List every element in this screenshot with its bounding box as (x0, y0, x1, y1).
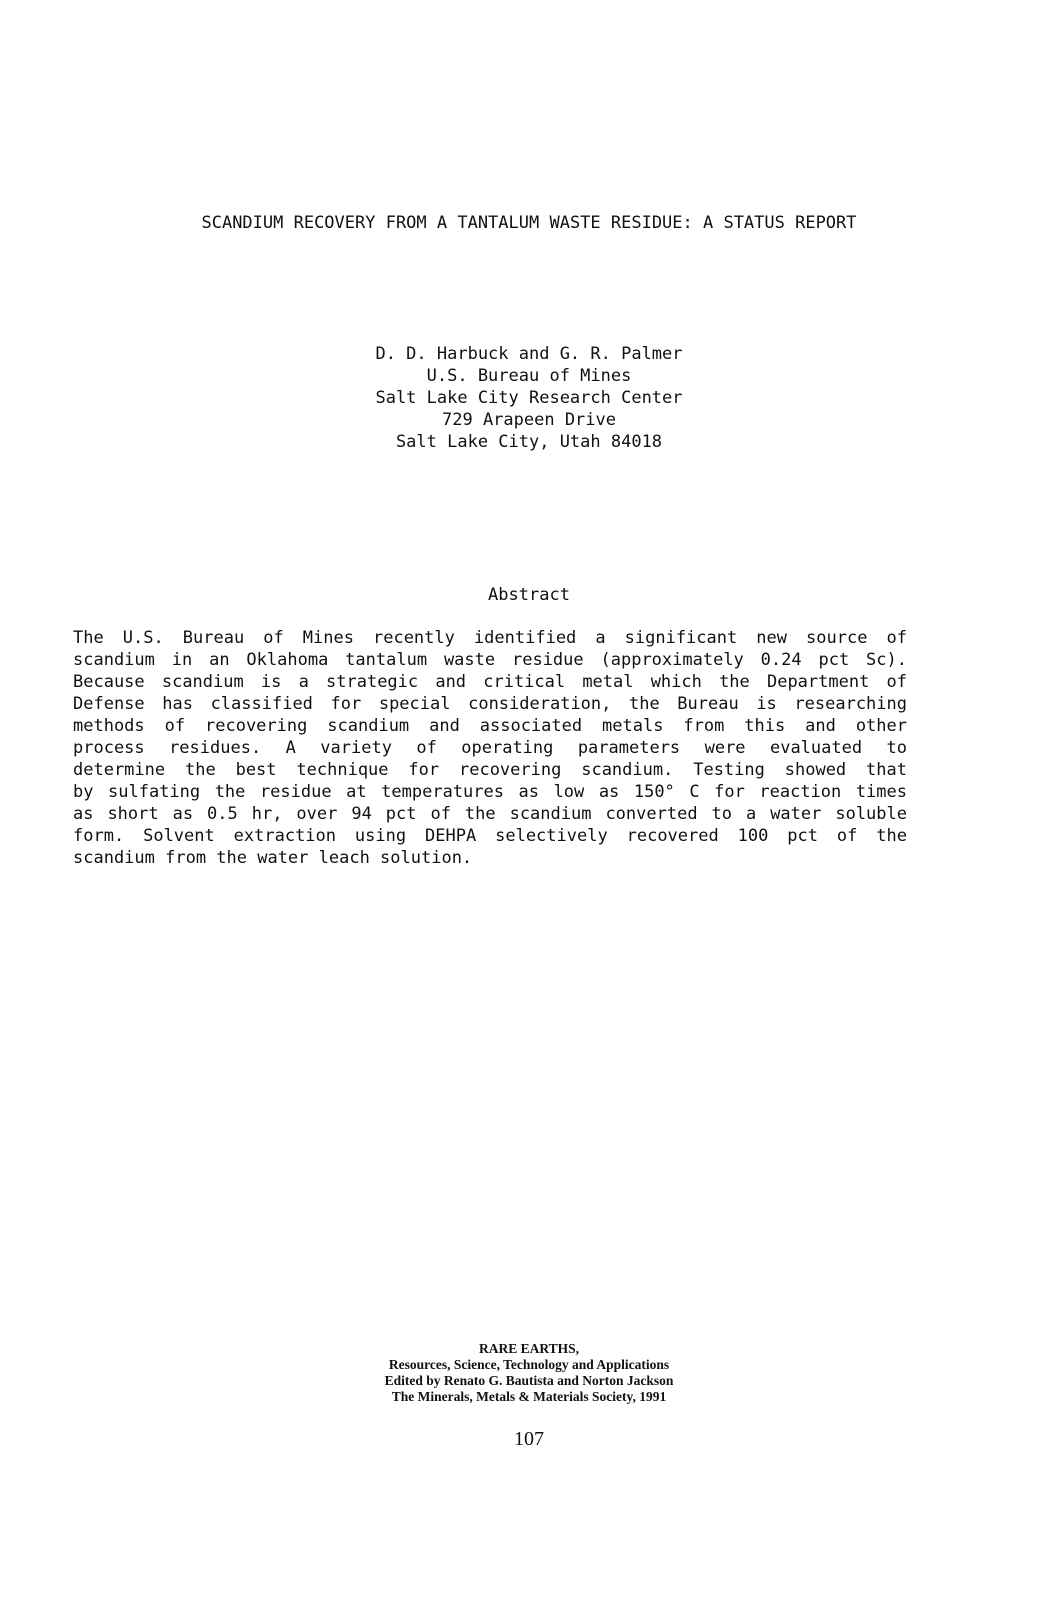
publication-footer (0, 1341, 1058, 1405)
paper-title: SCANDIUM RECOVERY FROM A TANTALUM WASTE RESIDUE: A STATUS REPORT (201, 213, 857, 233)
author-city: Salt Lake City, Utah 84018 (395, 432, 663, 452)
author-street: 729 Arapeen Drive (442, 410, 616, 430)
abstract-line: process residues. A variety of operating parameters were evaluated to (73, 738, 907, 758)
page-number: 107 (514, 1428, 544, 1450)
abstract-line: form. Solvent extraction using DEHPA selectively recovered 100 pct of the (73, 826, 907, 846)
author-institution: Salt Lake City Research Center (375, 388, 683, 408)
book-publisher: The Minerals, Metals & Materials Society, 1991 (391, 1389, 667, 1404)
book-title: RARE EARTHS, (478, 1341, 580, 1356)
book-editors: Edited by Renato G. Bautista and Norton Jackson (384, 1373, 674, 1388)
author-affiliation: U.S. Bureau of Mines (426, 366, 632, 386)
abstract-line: by sulfating the residue at temperatures as low as 150° C for reaction times (73, 782, 907, 802)
author-block (0, 343, 1058, 453)
abstract-line: scandium in an Oklahoma tantalum waste residue (approximately 0.24 pct Sc). (73, 650, 907, 670)
book-subtitle: Resources, Science, Technology and Applications (388, 1357, 670, 1372)
abstract-line: scandium from the water leach solution. (73, 848, 473, 868)
abstract-body (73, 627, 907, 869)
abstract-line: determine the best technique for recovering scandium. Testing showed that (73, 760, 907, 780)
author-names: D. D. Harbuck and G. R. Palmer (375, 344, 683, 364)
abstract-line: as short as 0.5 hr, over 94 pct of the scandium converted to a water soluble (73, 804, 907, 824)
abstract-line: Defense has classified for special consideration, the Bureau is researching (73, 694, 907, 714)
abstract-line: The U.S. Bureau of Mines recently identified a significant new source of (73, 628, 907, 648)
abstract-heading: Abstract (488, 585, 570, 605)
abstract-line: methods of recovering scandium and associated metals from this and other (73, 716, 907, 736)
abstract-line: Because scandium is a strategic and critical metal which the Department of (73, 672, 907, 692)
